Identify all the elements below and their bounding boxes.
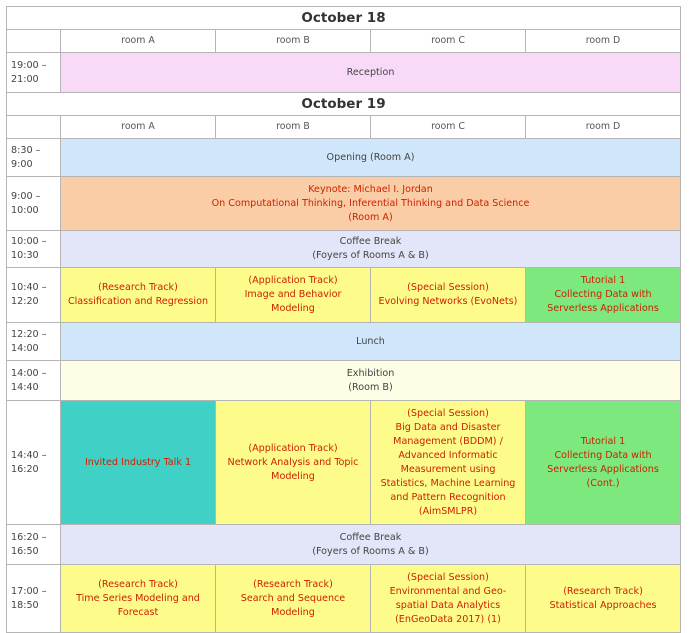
time-slot: 14:40 – 16:20 [7, 401, 61, 525]
keynote-event: Keynote: Michael I. Jordan On Computational Thinking, Inferential Thinking and Data Science (Room A) [61, 177, 681, 231]
date-header-oct18: October 18 [7, 7, 681, 30]
time-slot: 17:00 – 18:50 [7, 565, 61, 633]
tutorial-cell: Tutorial 1 Collecting Data with Serverless Applications [526, 268, 681, 323]
time-header-cell [7, 116, 61, 139]
time-slot: 14:00 – 14:40 [7, 361, 61, 401]
session-cell: (Research Track) Time Series Modeling and Forecast [61, 565, 216, 633]
room-c-header: room C [371, 30, 526, 53]
session-cell: (Research Track) Statistical Approaches [526, 565, 681, 633]
time-header-cell [7, 30, 61, 53]
time-slot: 19:00 – 21:00 [7, 53, 61, 93]
time-slot: 16:20 – 16:50 [7, 525, 61, 565]
room-b-header: room B [216, 30, 371, 53]
session-cell: (Research Track) Classification and Regression [61, 268, 216, 323]
session-cell: (Research Track) Search and Sequence Modeling [216, 565, 371, 633]
session-cell: (Special Session) Evolving Networks (EvoNets) [371, 268, 526, 323]
coffee-break-event: Coffee Break (Foyers of Rooms A & B) [61, 525, 681, 565]
time-slot: 10:40 – 12:20 [7, 268, 61, 323]
room-a-header: room A [61, 116, 216, 139]
room-d-header: room D [526, 116, 681, 139]
session-cell: (Application Track) Image and Behavior Modeling [216, 268, 371, 323]
session-cell: (Application Track) Network Analysis and Topic Modeling [216, 401, 371, 525]
coffee-break-event: Coffee Break (Foyers of Rooms A & B) [61, 231, 681, 268]
reception-event: Reception [61, 53, 681, 93]
tutorial-cell: Tutorial 1 Collecting Data with Serverless Applications (Cont.) [526, 401, 681, 525]
date-header-oct19: October 19 [7, 93, 681, 116]
industry-talk-cell: Invited Industry Talk 1 [61, 401, 216, 525]
session-cell: (Special Session) Environmental and Geo- spatial Data Analytics (EnGeoData 2017) (1) [371, 565, 526, 633]
room-c-header: room C [371, 116, 526, 139]
session-cell: (Special Session) Big Data and Disaster Management (BDDM) / Advanced Informatic Measurement using Statistics, Machine Learning and Pattern Recognition (AimSMLPR) [371, 401, 526, 525]
room-a-header: room A [61, 30, 216, 53]
room-b-header: room B [216, 116, 371, 139]
time-slot: 9:00 – 10:00 [7, 177, 61, 231]
room-d-header: room D [526, 30, 681, 53]
exhibition-event: Exhibition (Room B) [61, 361, 681, 401]
lunch-event: Lunch [61, 323, 681, 361]
time-slot: 10:00 – 10:30 [7, 231, 61, 268]
time-slot: 12:20 – 14:00 [7, 323, 61, 361]
time-slot: 8:30 – 9:00 [7, 139, 61, 177]
schedule-table [6, 6, 681, 633]
opening-event: Opening (Room A) [61, 139, 681, 177]
